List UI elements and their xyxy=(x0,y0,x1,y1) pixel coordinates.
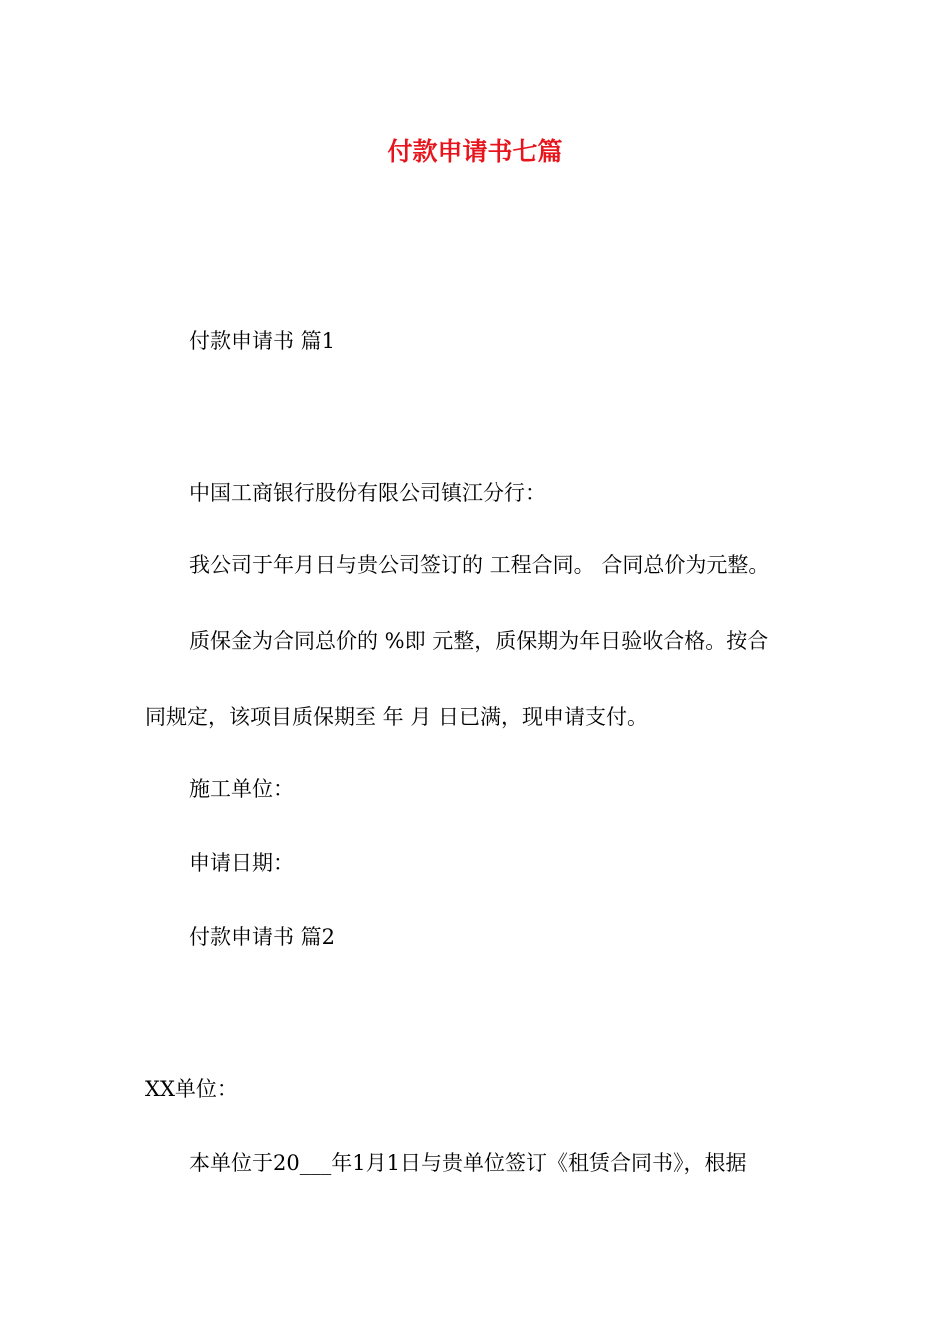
addressee-line: 中国工商银行股份有限公司镇江分行： xyxy=(189,481,546,505)
signature-unit-line: 施工单位： xyxy=(189,777,294,801)
body-paragraph-continuation: 同规定，该项目质保期至 年 月 日已满，现申请支付。 xyxy=(145,705,649,729)
section-heading-2: 付款申请书 篇2 xyxy=(189,925,336,949)
signature-date-line: 申请日期： xyxy=(189,851,294,875)
body-paragraph: 质保金为合同总价的 %即 元整，质保期为年日验收合格。按合 xyxy=(189,629,769,653)
section-heading-1: 付款申请书 篇1 xyxy=(189,329,336,353)
addressee-line: XX单位： xyxy=(145,1077,238,1101)
document-title: 付款申请书七篇 xyxy=(387,137,563,166)
body-paragraph: 本单位于20___年1月1日与贵单位签订《租赁合同书》，根据 xyxy=(189,1151,747,1175)
body-paragraph: 我公司于年月日与贵公司签订的 工程合同。 合同总价为元整。 xyxy=(189,553,770,577)
